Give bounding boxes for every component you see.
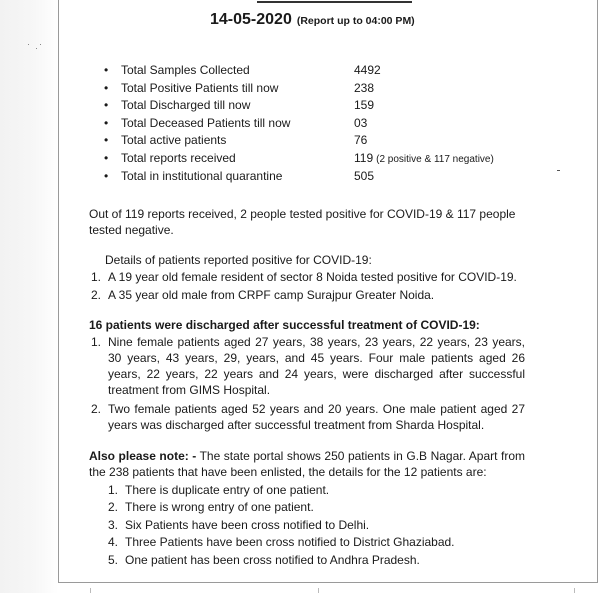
stat-label: Total Deceased Patients till now — [121, 115, 291, 130]
stat-label: Total reports received — [121, 150, 236, 165]
stat-value: 159 — [354, 98, 375, 113]
stat-row — [104, 132, 544, 150]
stat-value: 03 — [354, 115, 368, 130]
stat-row — [104, 115, 544, 133]
stat-label: Total in institutional quarantine — [121, 168, 283, 183]
discharged-heading: 16 patients were discharged after successful treatment of COVID-19: — [89, 318, 480, 332]
list-item: 1. A 19 year old female resident of sector 8 Noida tested positive for COVID-19. — [91, 270, 517, 284]
list-item: 1. There is duplicate entry of one patient. — [108, 483, 330, 497]
stat-value: 238 — [354, 80, 375, 95]
bullet-icon: • — [104, 133, 109, 148]
list-item: 1. Nine female patients aged 27 years, 38 years, 23 years, 22 years, 23 years, 30 years, 43 years, 29, years, and 45 years. Four male patients aged 26 years, 22 years, 22 years and 24 years, were discharged after successful treatment from GIMS Hospital. — [91, 335, 525, 397]
list-item: 2. Two female patients aged 52 years and 20 years. One male patient aged 27 years was discharged after successful treatment from Sharda Hospital. — [91, 402, 525, 432]
report-date: 14-05-2020 — [210, 11, 292, 28]
bullet-icon: • — [104, 115, 109, 130]
stat-label: Total Samples Collected — [121, 63, 250, 77]
stat-value: 4492 — [354, 63, 381, 77]
stat-row — [104, 168, 544, 186]
list-item: 4. Three Patients have been cross notified to District Ghaziabad. — [108, 535, 455, 550]
stat-value: 119 (2 positive & 117 negative) — [354, 150, 494, 165]
top-rule — [257, 1, 412, 3]
scan-margin — [0, 0, 58, 593]
bullet-icon: • — [104, 150, 109, 165]
note-lead: Also please note: - — [89, 449, 197, 463]
bullet-icon: • — [104, 80, 109, 95]
stat-row — [104, 150, 544, 168]
bullet-icon: • — [104, 98, 109, 113]
stat-label: Total active patients — [121, 133, 227, 148]
bullet-icon: • — [104, 168, 109, 183]
note-list — [108, 482, 528, 569]
stat-row — [104, 80, 544, 98]
page-border-bottom — [58, 582, 598, 583]
positive-details-list — [91, 269, 531, 305]
stat-row — [104, 62, 544, 80]
discharged-list — [91, 334, 525, 436]
details-title: Details of patients reported positive for COVID-19: — [105, 253, 372, 267]
list-item: 3. Six Patients have been cross notified to Delhi. — [108, 517, 370, 532]
bullet-icon: • — [104, 63, 109, 77]
page-border-left — [58, 0, 59, 583]
stat-row — [104, 97, 544, 115]
note-text: The state portal shows 250 patients in G.B Nagar. Apart from the 238 patients that have been enlisted, the details for the 12 patients are: — [89, 449, 525, 479]
list-item: 2. There is wrong entry of one patient. — [108, 500, 314, 515]
intro-paragraph: Out of 119 reports received, 2 people tested positive for COVID-19 & 117 people tested negative. — [89, 207, 516, 237]
stat-value: 76 — [354, 133, 368, 148]
list-item: 2. A 35 year old male from CRPF camp Surajpur Greater Noida. — [91, 288, 435, 302]
note-paragraph — [89, 448, 525, 480]
report-time: (Report up to 04:00 PM) — [296, 15, 415, 27]
page-border-right — [597, 0, 598, 583]
stat-label: Total Discharged till now — [121, 98, 251, 113]
report-title — [210, 11, 415, 29]
stat-label: Total Positive Patients till now — [121, 80, 279, 95]
list-item: 5. One patient has been cross notified to Andhra Pradesh. — [108, 552, 420, 567]
stat-value: 505 — [354, 168, 375, 183]
stat-note: (2 positive & 117 negative) — [376, 153, 494, 165]
summary-stats — [104, 62, 544, 185]
scan-mark — [557, 170, 560, 171]
